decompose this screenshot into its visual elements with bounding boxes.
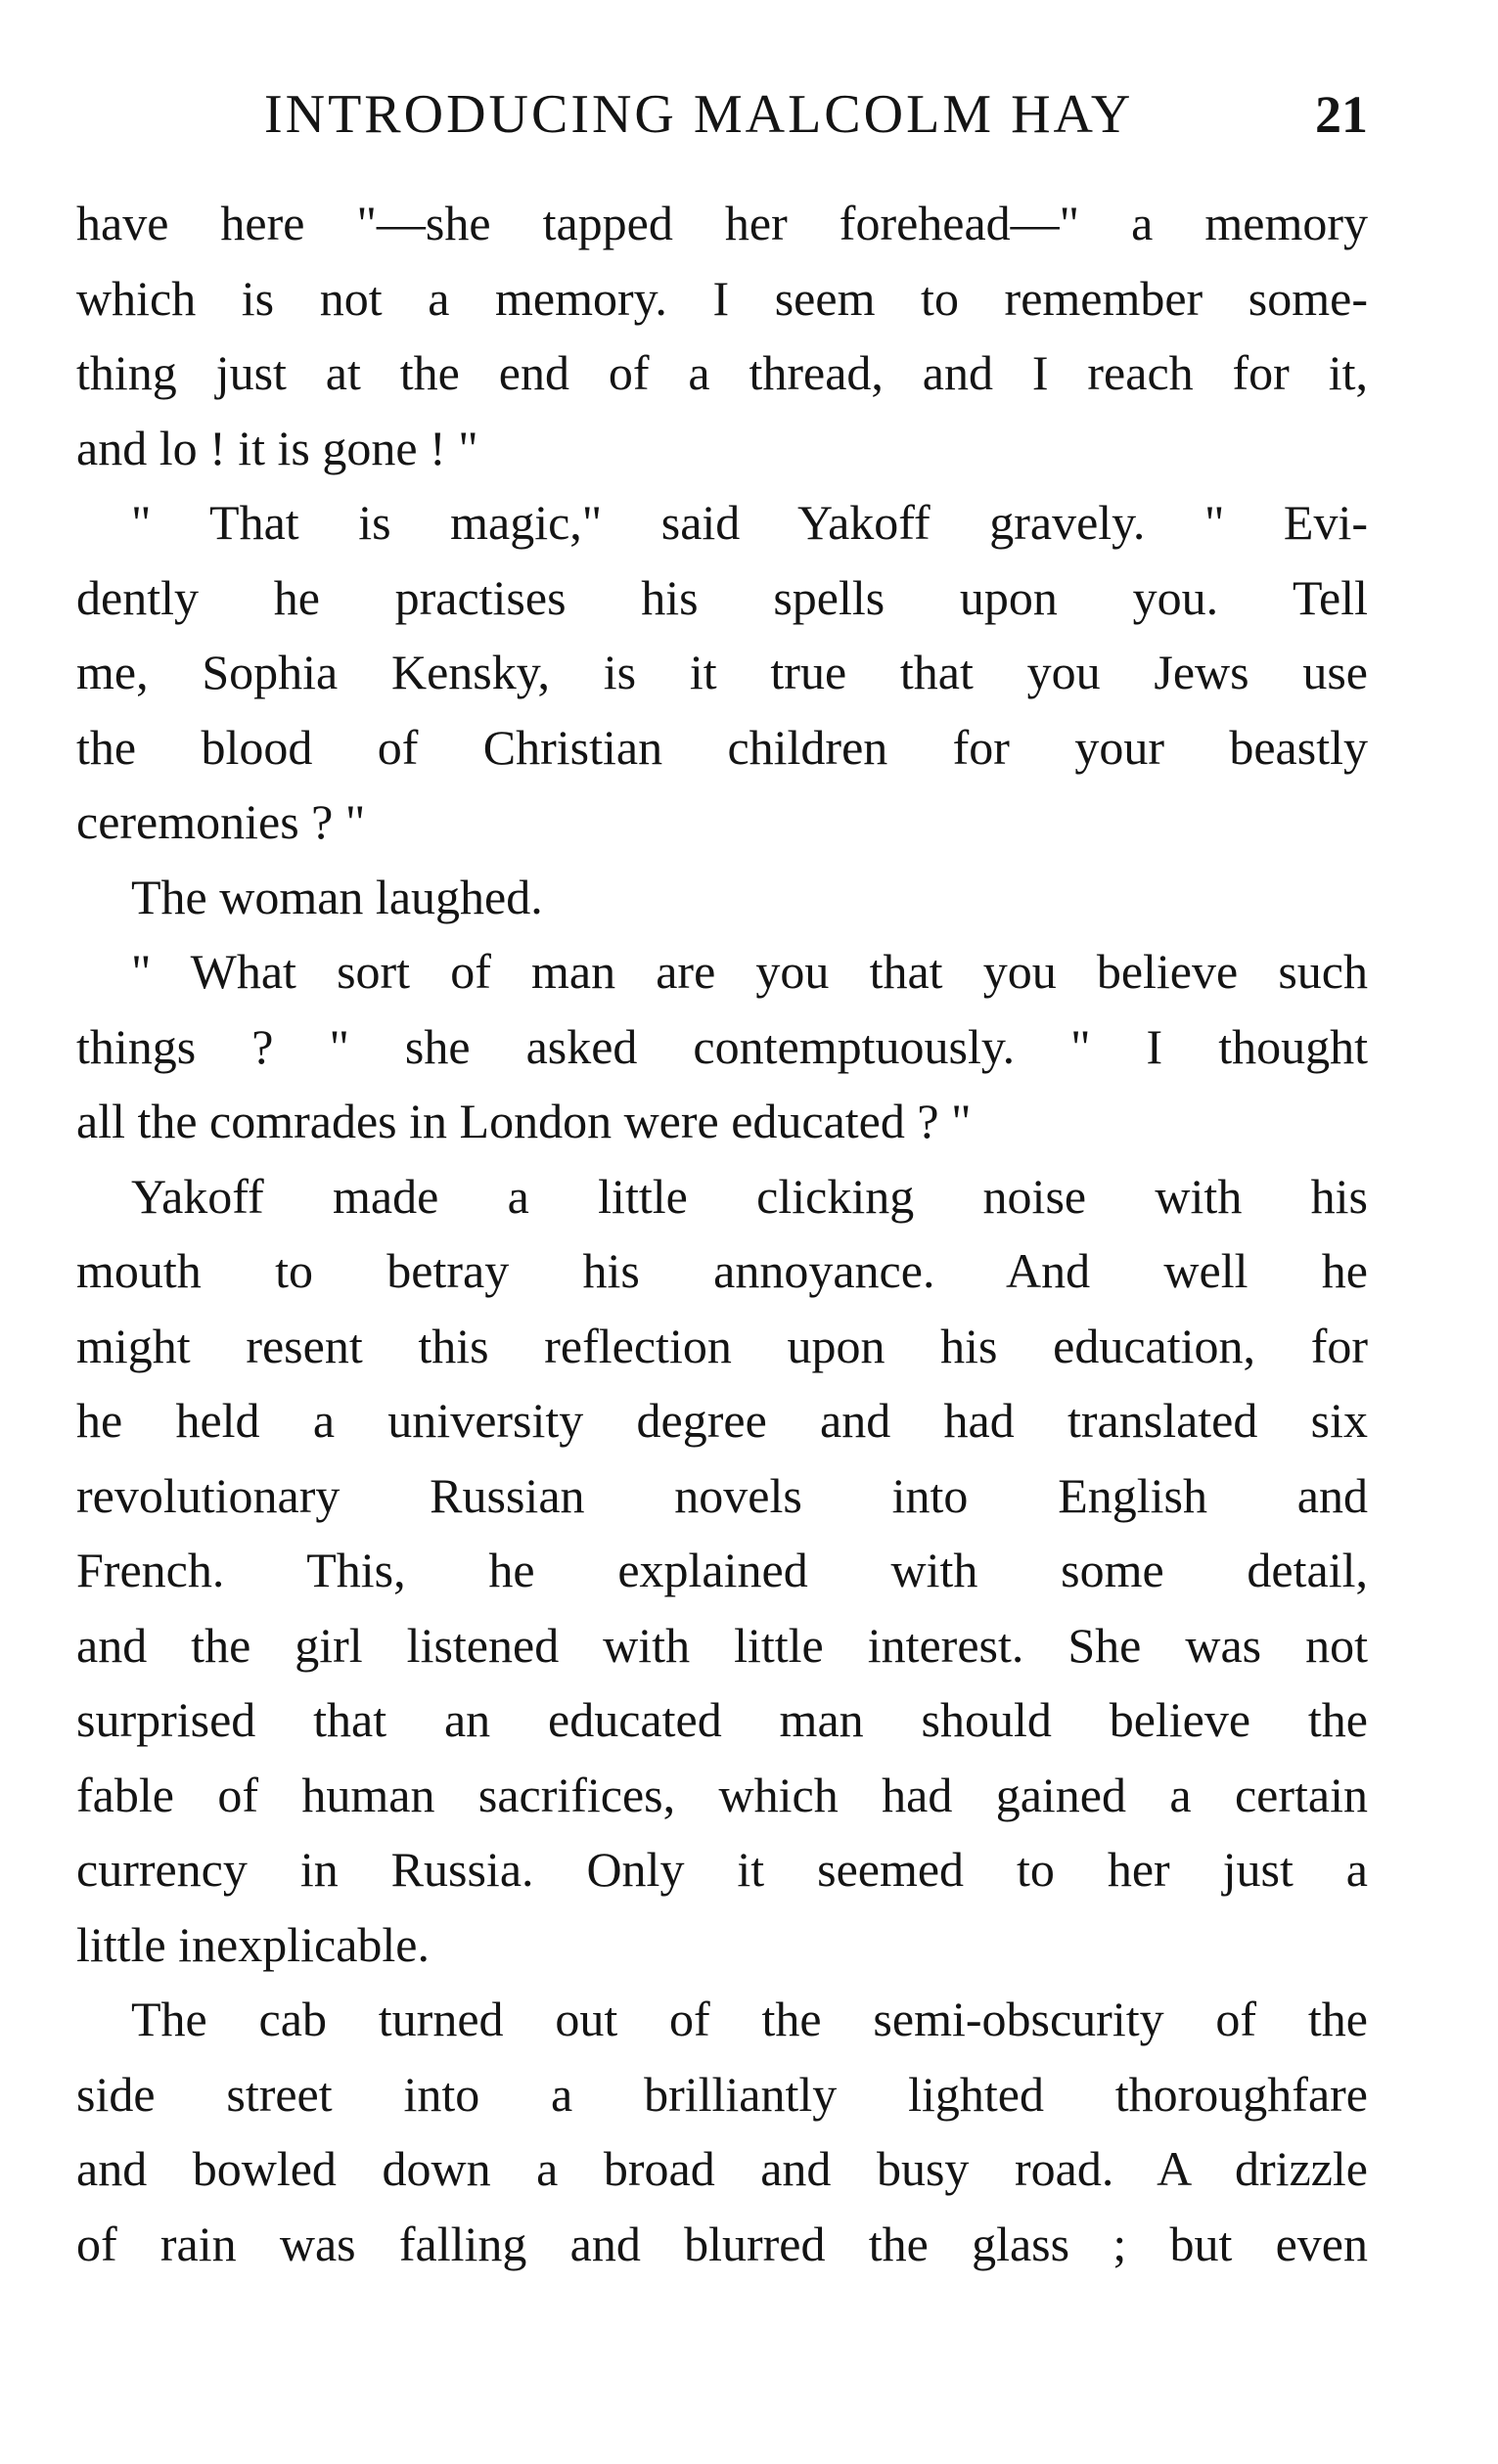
paragraph bbox=[76, 1982, 1368, 2281]
text-line: side street into a brilliantly lighted thoroughfare bbox=[76, 2066, 1368, 2122]
text-line: have here "—she tapped her forehead—" a memory bbox=[76, 196, 1368, 250]
paragraph bbox=[76, 186, 1368, 485]
text-line: and bowled down a broad and busy road. A drizzle bbox=[76, 2141, 1368, 2196]
text-line: mouth to betray his annoyance. And well he bbox=[76, 1243, 1368, 1298]
text-line: me, Sophia Kensky, is it true that you Jews use bbox=[76, 645, 1368, 699]
text-line: and lo ! it is gone ! " bbox=[76, 420, 478, 475]
text-line: little inexplicable. bbox=[76, 1916, 430, 1972]
text-line: he held a university degree and had translated six bbox=[76, 1393, 1368, 1448]
paragraph bbox=[76, 860, 1368, 935]
body-text bbox=[76, 186, 1368, 2281]
text-line: French. This, he explained with some detail, bbox=[76, 1543, 1368, 1597]
text-line: the blood of Christian children for your beastly bbox=[76, 719, 1368, 775]
paragraph bbox=[76, 1159, 1368, 1983]
text-line: The woman laughed. bbox=[131, 869, 543, 924]
text-line: " What sort of man are you that you believe such bbox=[131, 944, 1368, 999]
text-line: Yakoff made a little clicking noise with his bbox=[131, 1168, 1368, 1224]
text-line: revolutionary Russian novels into English and bbox=[76, 1467, 1368, 1523]
paragraph bbox=[76, 485, 1368, 860]
text-line: dently he practises his spells upon you. Tell bbox=[76, 569, 1368, 625]
text-line: of rain was falling and blurred the glass ; but even bbox=[76, 2216, 1368, 2271]
text-line: might resent this reflection upon his education, for bbox=[76, 1318, 1368, 1373]
paragraph bbox=[76, 934, 1368, 1159]
text-line: which is not a memory. I seem to remember some- bbox=[76, 270, 1368, 326]
text-line: ceremonies ? " bbox=[76, 794, 366, 849]
text-line: fable of human sacrifices, which had gained a certain bbox=[76, 1767, 1368, 1822]
running-title: INTRODUCING MALCOLM HAY bbox=[264, 84, 1134, 145]
text-line: things ? " she asked contemptuously. " I thought bbox=[76, 1018, 1368, 1074]
text-line: thing just at the end of a thread, and I reach for it, bbox=[76, 345, 1368, 400]
text-line: surprised that an educated man should believe the bbox=[76, 1692, 1368, 1747]
text-line: currency in Russia. Only it seemed to her just a bbox=[76, 1842, 1368, 1897]
text-line: and the girl listened with little interest. She was not bbox=[76, 1617, 1368, 1673]
page-header bbox=[76, 80, 1368, 149]
text-line: " That is magic," said Yakoff gravely. " Evi- bbox=[131, 495, 1368, 550]
text-line: The cab turned out of the semi-obscurity of the bbox=[131, 1992, 1368, 2046]
text-line: all the comrades in London were educated ? " bbox=[76, 1094, 972, 1148]
page-number: 21 bbox=[1315, 85, 1368, 144]
